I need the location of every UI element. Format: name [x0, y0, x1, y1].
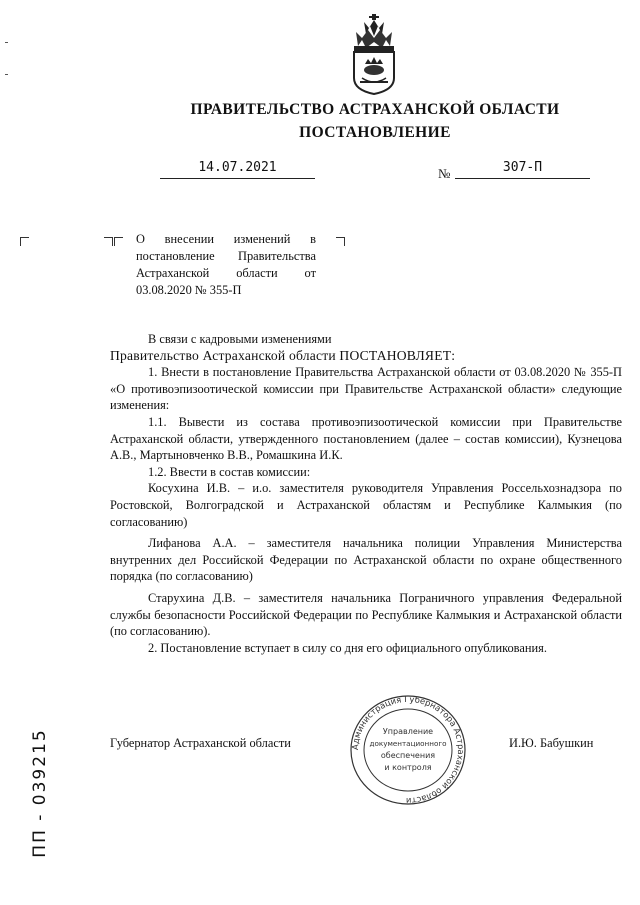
body-decree: Правительство Астраханской области ПОСТАНОВЛЯЕТ: — [110, 347, 456, 363]
document-body — [110, 331, 622, 656]
body-item-2: 2. Постановление вступает в силу со дня его официального опубликования. — [148, 640, 547, 655]
number-underline — [455, 178, 590, 179]
body-item-1-1: 1.1. Вывести из состава противоэпизоотической комиссии при Правительстве Астраханской области, утвержденного постановлением (далее – состав комиссии), Кузнецова А.В., Мартыновченко В.В., Ромашкина И.К. — [110, 414, 622, 463]
seal-inner-line-3: обеспечения — [380, 751, 436, 760]
document-type: ПОСТАНОВЛЕНИЕ — [299, 124, 451, 141]
number-sign: № — [438, 166, 451, 181]
subject-corner-mark-left-a — [104, 237, 113, 246]
margin-tick — [5, 42, 8, 43]
round-seal-icon — [349, 694, 467, 806]
date-underline — [160, 178, 315, 179]
body-member-2: Лифанова А.А. – заместителя начальника полиции Управления Министерства внутренних дел Российской Федерации по Астраханской области по охране общественного порядка (по согласованию) — [110, 536, 622, 584]
subject-corner-mark-left-b — [114, 237, 123, 246]
subject-corner-mark-right — [336, 237, 345, 246]
margin-tick — [5, 74, 8, 75]
document-number: 307-П — [502, 160, 543, 175]
government-title: ПРАВИТЕЛЬСТВО АСТРАХАНСКОЙ ОБЛАСТИ — [190, 101, 560, 118]
svg-text:Администрация Губернатора Астр — [350, 694, 466, 806]
seal-inner-line-4: и контроля — [384, 763, 432, 772]
coat-of-arms-icon — [346, 12, 402, 96]
document-subject: О внесении изменений в постановление Правительства Астраханской области от 03.08.2020 № 355-П — [136, 232, 316, 297]
document-date: 14.07.2021 — [198, 160, 277, 175]
body-item-1-2: 1.2. Ввести в состав комиссии: — [148, 464, 311, 479]
body-member-1: Косухина И.В. – и.о. заместителя руководителя Управления Россельхознадзора по Ростовской, Волгоградской и Астраханской областям и Республике Калмыкия (по согласованию) — [110, 481, 622, 529]
side-registration-code — [30, 718, 50, 868]
signatory-name: И.Ю. Бабушкин — [509, 736, 594, 750]
side-code-text: ПП - 039215 — [30, 728, 50, 858]
body-intro: В связи с кадровыми изменениями — [148, 332, 332, 346]
left-margin-corner-mark — [20, 237, 29, 246]
body-item-1: 1. Внести в постановление Правительства Астраханской области от 03.08.2020 № 355-П «О противоэпизоотической комиссии при Правительстве Астраханской области» следующие изменения: — [110, 365, 622, 413]
signatory-position: Губернатор Астраханской области — [110, 736, 291, 750]
seal-inner-line-2: документационного — [369, 739, 447, 748]
seal-inner-line-1: Управление — [382, 727, 434, 736]
body-member-3: Старухина Д.В. – заместителя начальника Пограничного управления Федеральной службы безопасности Российской Федерации по Республике Калмыкия и Астраханской области (по согласованию). — [110, 590, 622, 639]
seal-outer-text: Администрация Губернатора Астраханской области — [349, 694, 467, 806]
